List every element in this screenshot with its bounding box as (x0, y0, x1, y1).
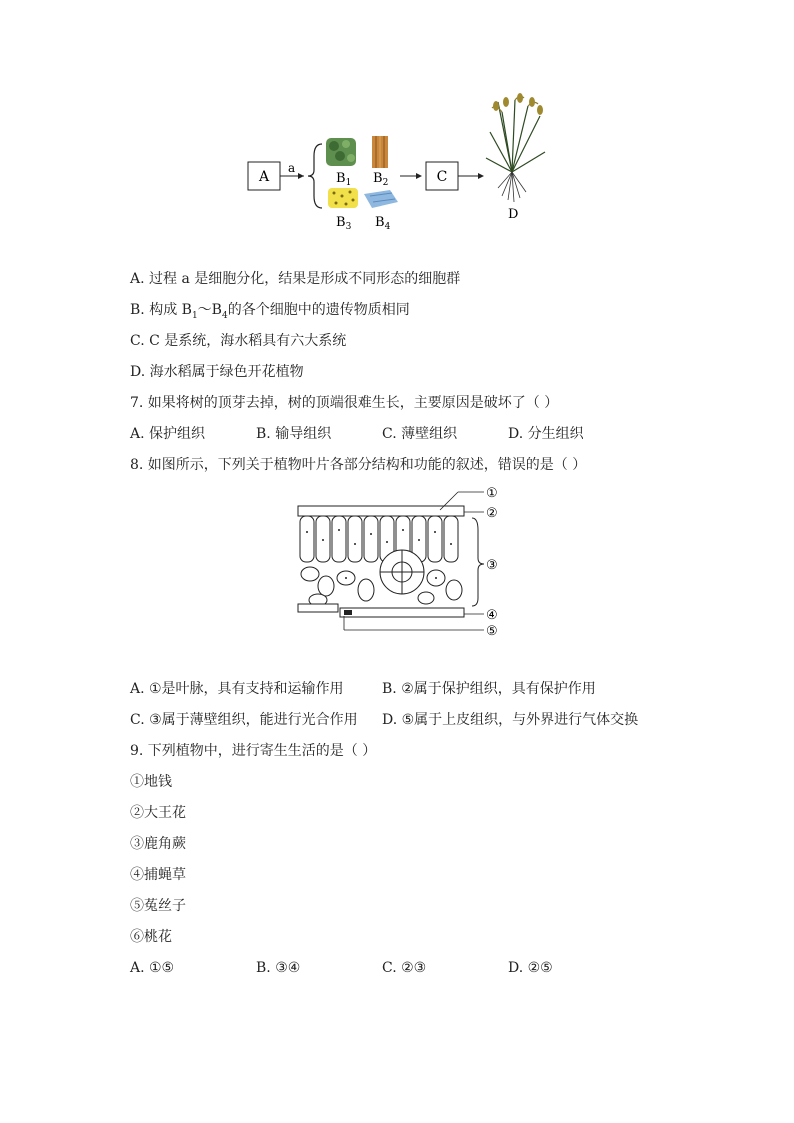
q6-option-b-sub2: 4 (221, 310, 228, 321)
b3-tissue-image (328, 188, 358, 208)
q6-option-b-mid: ～B (197, 302, 222, 318)
leaf-label-3: ③ (486, 558, 498, 573)
q9-option-c: C. ②③ (382, 960, 427, 976)
q6-option-b (130, 301, 410, 325)
q9-option-b: B. ③④ (256, 960, 301, 976)
q7-option-a: A. 保护组织 (130, 426, 206, 442)
box-a-label: A (258, 169, 270, 185)
q8-option-b: B. ②属于保护组织，具有保护作用 (382, 681, 596, 697)
q9-option-d: D. ②⑤ (508, 960, 553, 976)
q9-item-6: ⑥桃花 (130, 929, 172, 945)
q9-item-4: ④捕蝇草 (130, 867, 186, 883)
b1-tissue-image (326, 138, 356, 166)
q9-item-2: ②大王花 (130, 805, 186, 821)
b2-tissue-image (372, 136, 388, 168)
q6-option-a: A. 过程 a 是细胞分化，结果是形成不同形态的细胞群 (130, 271, 461, 287)
b4-tissue-image (364, 190, 398, 208)
q6-option-c: C. C 是系统，海水稻具有六大系统 (130, 333, 347, 349)
q9-item-5: ⑤菟丝子 (130, 898, 186, 914)
b2-label: $B_2$ (373, 171, 389, 188)
q9-item-1: ①地钱 (130, 774, 172, 790)
q9-stem: 9. 下列植物中，进行寄生生活的是（ ） (130, 743, 377, 759)
q6-option-d: D. 海水稻属于绿色开花植物 (130, 364, 304, 380)
q9-item-3: ③鹿角蕨 (130, 836, 186, 852)
arrow-a-label: a (288, 161, 296, 175)
b4-label: $B_4$ (375, 215, 391, 232)
q7-option-b: B. 输导组织 (256, 426, 332, 442)
brace (308, 144, 322, 208)
q8-option-a: A. ①是叶脉，具有支持和运输作用 (130, 681, 344, 697)
q6-option-b-sub1: 1 (191, 310, 198, 321)
q7-stem: 7. 如果将树的顶芽去掉，树的顶端很难生长，主要原因是破坏了（ ） (130, 395, 559, 411)
q8-stem: 8. 如图所示，下列关于植物叶片各部分结构和功能的叙述，错误的是（ ） (130, 457, 587, 473)
q8-option-c: C. ③属于薄壁组织，能进行光合作用 (130, 712, 358, 728)
plant-d-label: D (508, 207, 519, 222)
q9-option-a: A. ①⑤ (130, 960, 175, 976)
leaf-label-5: ⑤ (486, 624, 498, 639)
leaf-label-1: ① (486, 486, 498, 501)
leaf-label-4: ④ (486, 608, 498, 623)
q8-option-d: D. ⑤属于上皮组织，与外界进行气体交换 (382, 712, 639, 728)
q6-option-b-post: 的各个细胞中的遗传物质相同 (227, 302, 410, 318)
rice-roots (498, 172, 526, 202)
leaf-label-2: ② (486, 506, 498, 521)
b1-label: $B_1$ (336, 171, 352, 188)
q6-option-b-pre: B. 构成 B (130, 302, 192, 318)
leaf-cross-section-diagram (290, 482, 510, 642)
box-c-label: C (436, 169, 448, 185)
q7-option-c: C. 薄壁组织 (382, 426, 458, 442)
b3-label: $B_3$ (336, 215, 352, 232)
differentiation-diagram (240, 92, 560, 232)
q7-option-d: D. 分生组织 (508, 426, 584, 442)
